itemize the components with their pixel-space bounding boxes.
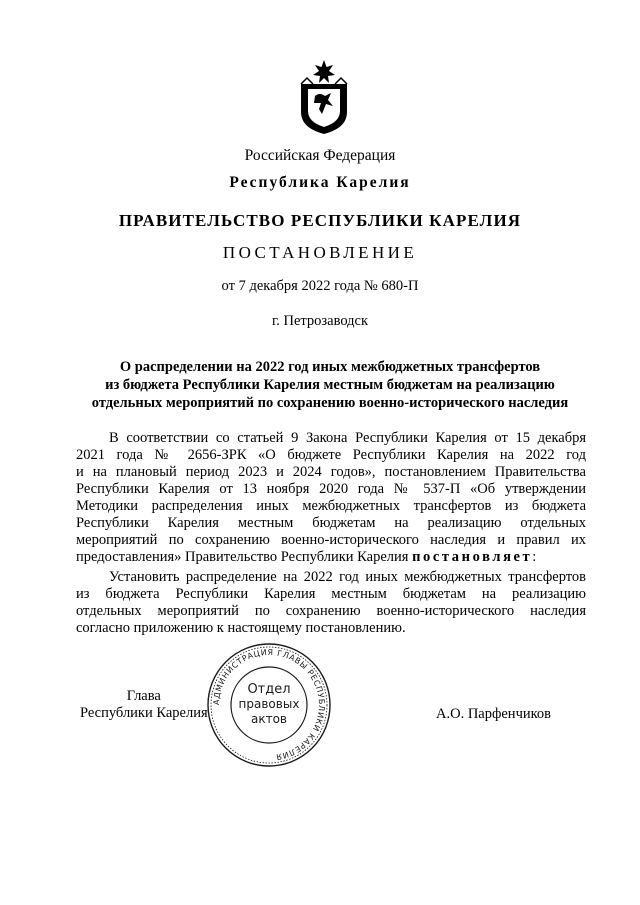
text-line: из бюджета Республики Карелия местным бюджетам на реализацию xyxy=(76,586,586,602)
coat-of-arms-emblem xyxy=(298,56,350,136)
government-name: ПРАВИТЕЛЬСТВО РЕСПУБЛИКИ КАРЕЛИЯ xyxy=(118,211,522,230)
text-line: Установить распределение на 2022 год иных межбюджетных трансфертов xyxy=(109,569,586,585)
stamp-ring-text: АДМИНИСТРАЦИЯ ГЛАВЫ РЕСПУБЛИКИ КАРЕЛИЯ xyxy=(211,647,327,762)
text-line: Методики распределения иных межбюджетных трансфертов из бюджета xyxy=(76,498,586,514)
paragraph-preamble xyxy=(76,430,586,566)
text-line: 2021 года № 2656-ЗРК «О бюджете Республики Карелия на 2022 год xyxy=(76,447,586,463)
text-fragment: : xyxy=(532,549,537,565)
title-line: отдельных мероприятий по сохранению военно-исторического наследия xyxy=(91,395,569,411)
paragraph-decision xyxy=(76,569,586,637)
document-date-number: от 7 декабря 2022 года № 680-П xyxy=(221,278,419,294)
document-type: ПОСТАНОВЛЕНИЕ xyxy=(222,243,418,262)
text-line: Республики Карелия от 13 ноября 2020 года № 537-П «Об утверждении xyxy=(76,481,586,497)
text-line: согласно приложению к настоящему постановлению. xyxy=(76,620,406,636)
official-stamp xyxy=(204,640,334,770)
document-city: г. Петрозаводск xyxy=(271,313,369,329)
signatory-title xyxy=(80,688,208,722)
text-line: В соответствии со статьей 9 Закона Республики Карелия от 15 декабря xyxy=(109,430,586,446)
stamp-center-line: актов xyxy=(250,712,288,726)
title-line: О распределении на 2022 год иных межбюджетных трансфертов xyxy=(119,359,541,375)
stamp-center-line: Отдел xyxy=(247,682,291,697)
republic-name: Республика Карелия xyxy=(229,174,411,191)
text-fragment: предоставления» Правительство Республики Карелия xyxy=(76,549,413,565)
text-line: и на плановый период 2023 и 2024 годов», постановлением Правительства xyxy=(76,464,586,480)
signatory-name: А.О. Парфенчиков xyxy=(436,706,552,722)
signatory-title-line: Глава xyxy=(126,688,161,704)
text-line: Республики Карелия местным бюджетам на реализацию отдельных xyxy=(76,515,586,531)
signatory-title-line: Республики Карелия xyxy=(80,705,208,721)
document-title xyxy=(70,358,590,412)
text-line-last xyxy=(76,549,586,566)
stamp-center-line: правовых xyxy=(238,697,300,711)
text-line: мероприятий по сохранению военно-исторического наследия и правил их xyxy=(76,532,586,548)
decree-word: постановляет xyxy=(412,549,533,565)
title-line: из бюджета Республики Карелия местным бюджетам на реализацию xyxy=(105,377,555,393)
country-name: Российская Федерация xyxy=(244,147,396,164)
text-line: отдельных мероприятий по сохранению военно-исторического наследия xyxy=(76,603,586,619)
